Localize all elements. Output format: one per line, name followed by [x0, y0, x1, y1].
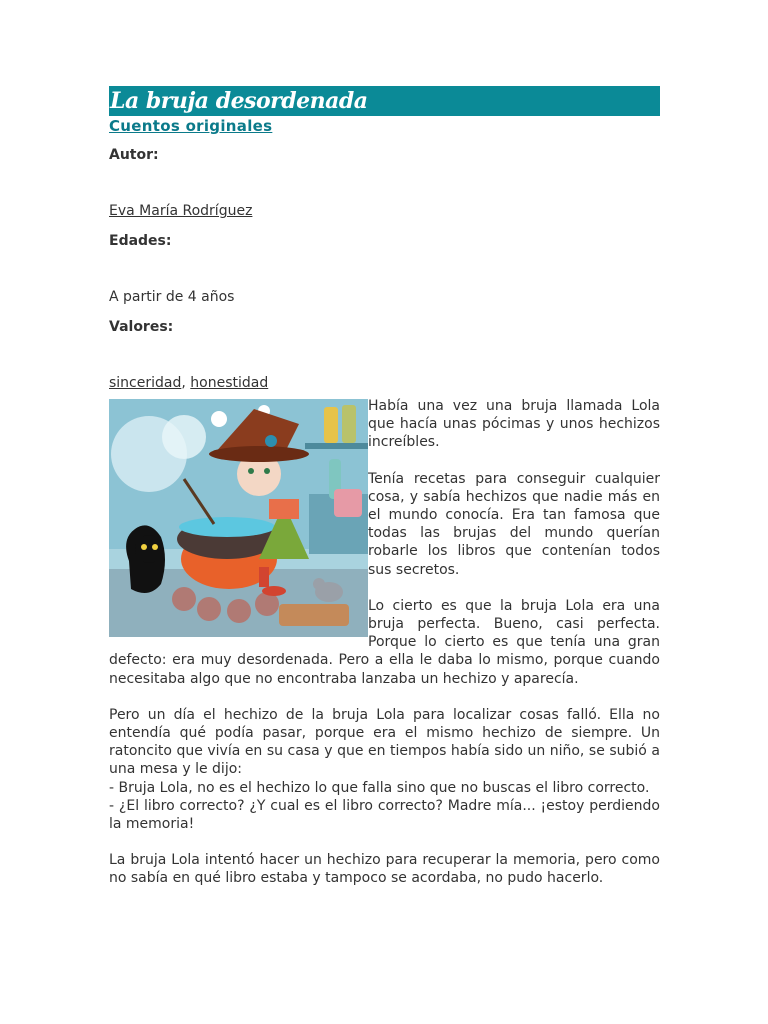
- category-link[interactable]: Cuentos originales: [109, 117, 273, 135]
- story-paragraph-2: Tenía recetas para conseguir cualquier cosa, y sabía hechizos que nadie más en el mundo conocía. Era tan famosa que todas las brujas del mundo querían robarle los libros que contenían todos sus secretos.: [368, 470, 660, 578]
- values-label: Valores:: [109, 319, 174, 335]
- title-bar: [109, 86, 660, 116]
- values-list: [109, 375, 660, 393]
- story-body: [109, 397, 660, 888]
- ages-value: A partir de 4 años: [109, 289, 235, 305]
- story-paragraph-5: La bruja Lola intentó hacer un hechizo para recuperar la memoria, pero como no sabía en qué libro estaba y tampoco se acordaba, no pudo hacerlo.: [109, 852, 660, 887]
- article: [109, 86, 660, 906]
- value-separator: ,: [181, 375, 186, 391]
- story-title: La bruja desordenada: [110, 88, 368, 114]
- witch-cauldron-illustration: [109, 399, 368, 637]
- author-label: Autor:: [109, 147, 159, 163]
- story-paragraph-3: Lo cierto es que la bruja Lola era una bruja perfecta. Bueno, casi perfecta. Porque lo cierto es que tenía una gran defecto: era muy desordenada. Pero a ella le daba lo mismo, porque cuando necesitaba algo que no encontraba lanzaba un hechizo y aparecía.: [109, 597, 660, 687]
- story-line-witch: - ¿El libro correcto? ¿Y cual es el libro correcto? Madre mía... ¡estoy perdiendo la memoria!: [109, 797, 660, 833]
- story-paragraph-4: [109, 706, 660, 833]
- author-link[interactable]: Eva María Rodríguez: [109, 203, 253, 219]
- story-line-narration: Pero un día el hechizo de la bruja Lola para localizar cosas falló. Ella no entendía qué podía pasar, porque era el mismo hechizo de siempre. Un ratoncito que vivía en su casa y que en tiempos había sido un niño, se subió a una mesa y le dijo:: [109, 706, 660, 778]
- story-paragraph-1: Había una vez una bruja llamada Lola que hacía unas pócimas y unos hechizos increíbles.: [368, 398, 660, 451]
- value-link-sinceridad[interactable]: sinceridad: [109, 375, 182, 391]
- story-line-mouse: - Bruja Lola, no es el hechizo lo que falla sino que no buscas el libro correcto.: [109, 779, 650, 796]
- value-link-honestidad[interactable]: honestidad: [190, 375, 269, 391]
- witch-illustration-svg: [109, 399, 368, 637]
- author-value: [109, 203, 660, 221]
- ages-label: Edades:: [109, 233, 172, 249]
